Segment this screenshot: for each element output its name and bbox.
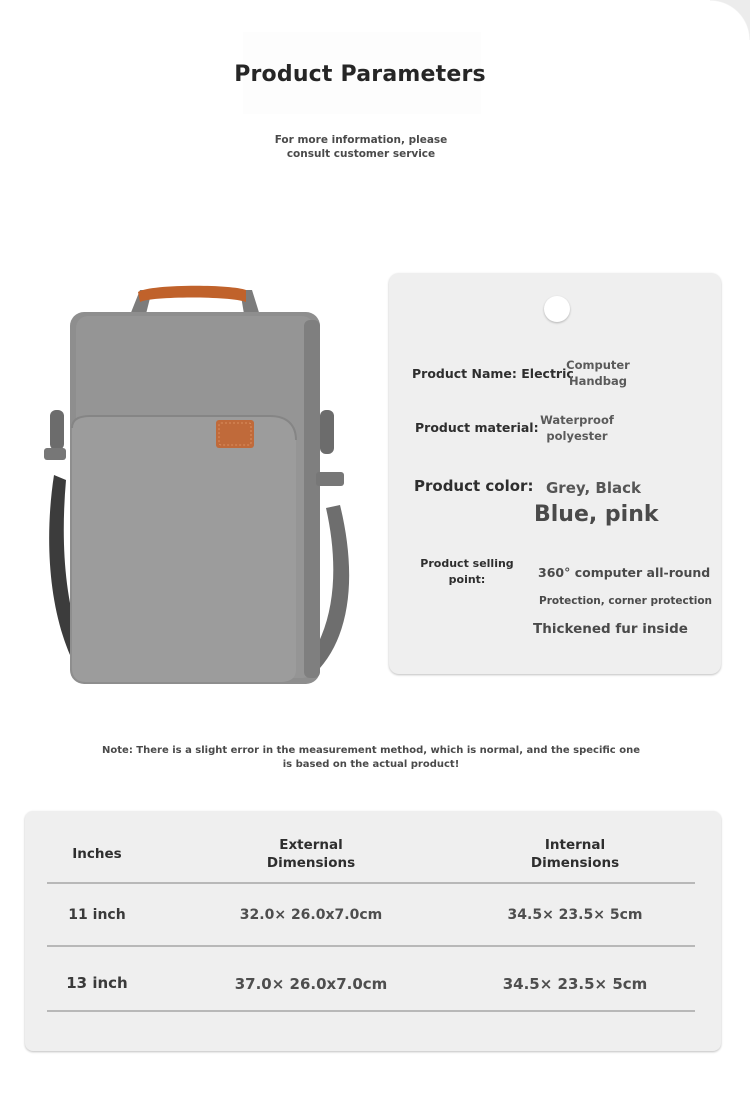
spec-card	[389, 273, 721, 674]
laptop-bag-icon	[40, 280, 370, 690]
product-color-value-1: Grey, Black	[546, 479, 641, 497]
product-material-label: Product material:	[415, 420, 539, 435]
page-subtitle	[0, 133, 722, 161]
subtitle-line-1: For more information, please	[274, 134, 448, 146]
product-name-value: Computer Handbag	[566, 358, 630, 388]
table-divider	[47, 945, 695, 947]
page-title: Product Parameters	[234, 62, 486, 87]
table-divider	[47, 1010, 695, 1012]
card-dot-decoration	[544, 296, 570, 322]
product-color-value-2: Blue, pink	[534, 502, 659, 527]
product-material-value: Waterproof polyester	[540, 413, 614, 443]
product-name-label: Product Name: Electric	[412, 366, 574, 381]
table-header-internal: Internal Dimensions	[530, 837, 620, 871]
product-color-label: Product color:	[414, 477, 534, 495]
subtitle-line-2: consult customer service	[286, 148, 436, 160]
page-corner	[710, 0, 750, 40]
size-table	[25, 811, 721, 1051]
product-image	[40, 280, 370, 690]
table-divider	[47, 882, 695, 884]
row-2-external: 37.0× 26.0x7.0cm	[234, 975, 388, 993]
row-2-internal: 34.5× 23.5× 5cm	[502, 975, 648, 993]
table-header-external: External Dimensions	[266, 837, 356, 871]
row-1-internal: 34.5× 23.5× 5cm	[507, 907, 643, 923]
row-1-size: 11 inch	[68, 907, 126, 923]
selling-point-value-3: Thickened fur inside	[533, 621, 688, 637]
selling-point-value-2: Protection, corner protection	[539, 595, 713, 607]
row-1-external: 32.0× 26.0x7.0cm	[239, 907, 383, 923]
measurement-note: Note: There is a slight error in the measurement method, which is normal, and the specific one is based on the actual product!	[102, 745, 640, 770]
selling-point-value-1: 360° computer all-round	[538, 565, 711, 580]
table-header-inches: Inches	[72, 846, 122, 862]
selling-point-label: Product selling point:	[420, 557, 514, 586]
row-2-size: 13 inch	[66, 974, 128, 992]
